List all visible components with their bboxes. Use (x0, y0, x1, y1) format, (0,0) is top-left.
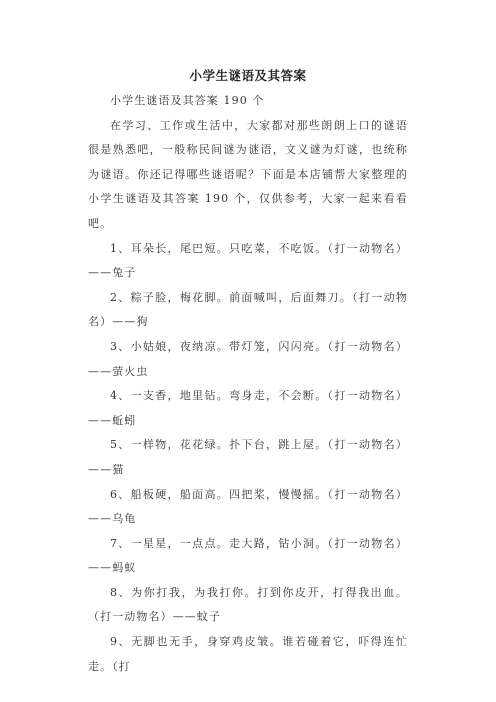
riddle-item: 4、一支香，地里钻。弯身走，不会断。（打一动物名）——蚯蚓 (88, 389, 408, 427)
riddle-item: 7、一星星，一点点。走大路，钻小洞。（打一动物名）——蚂蚁 (88, 536, 408, 575)
riddle-item: 8、为你打我，为我打你。打到你皮开，打得我出血。（打一动物名）——蚊子 (88, 585, 408, 624)
subtitle-paragraph: 小学生谜语及其答案 190 个 (110, 94, 265, 107)
riddle-item: 2、粽子脸，梅花脚。前面喊叫，后面舞刀。（打一动物名）——狗 (88, 290, 408, 329)
riddle-item: 9、无脚也无手，身穿鸡皮皱。谁若碰着它，吓得连忙走。（打 (88, 635, 408, 673)
riddle-item: 3、小姑娘，夜纳凉。带灯笼，闪闪亮。（打一动物名）——萤火虫 (88, 339, 408, 378)
riddle-item: 5、一样物，花花绿。扑下台，跳上屋。（打一动物名）——猫 (88, 438, 408, 476)
intro-paragraph: 在学习、工作或生活中，大家都对那些朗朗上口的谜语很是熟悉吧，一般称民间谜为谜语，文义谜为灯谜，也统称为谜语。你还记得哪些谜语呢？下面是本店铺帮大家整理的小学生谜语及其答案 190 个，仅供参考，大家一起来看看吧。 (88, 118, 408, 230)
document-body (88, 89, 408, 679)
page-title: 小学生谜语及其答案 (189, 68, 307, 83)
riddle-item: 1、耳朵长，尾巴短。只吃菜，不吃饭。（打一动物名）——兔子 (88, 241, 408, 280)
riddle-item: 6、船板硬，船面高。四把桨，慢慢摇。（打一动物名）——乌龟 (88, 487, 408, 526)
